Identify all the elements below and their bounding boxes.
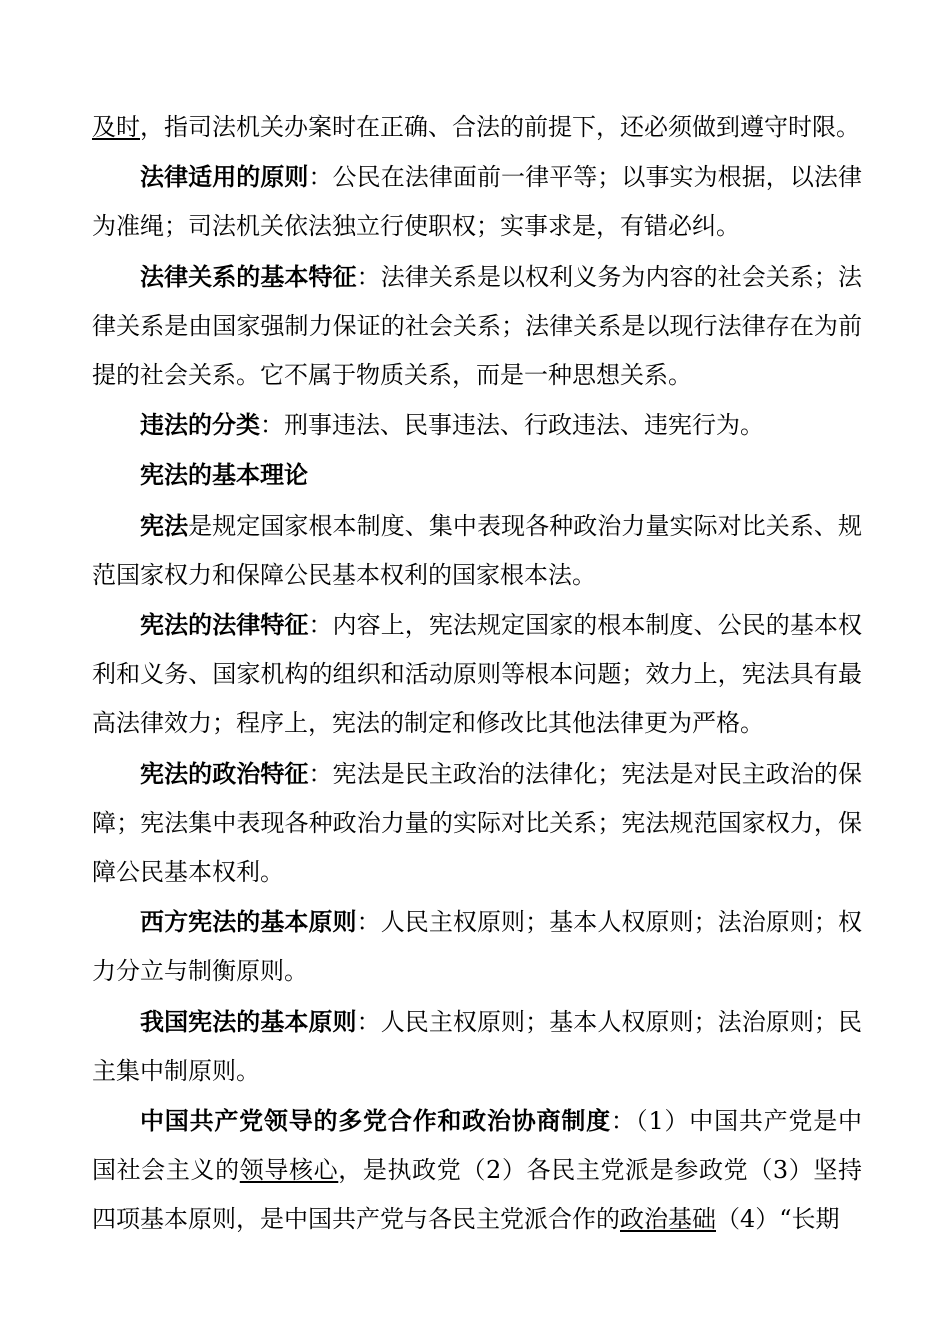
paragraph-text: ：人民主权原则；基本人权原则；法治原则；权力分立与制衡原则。 [92,908,863,986]
paragraph-multiparty-cooperation [92,1096,862,1245]
paragraph-legal-relation-features [92,252,862,401]
paragraph-heading: 法律关系的基本特征 [140,261,357,291]
paragraph-text: ，是执政党（2）各民主党派是参政党（3）坚持四项基本原则，是中国共产党与各民主党派合作的 [92,1156,862,1234]
paragraph-text: ，指司法机关办案时在正确、合法的前提下，还必须做到遵守时限。 [140,113,860,141]
underlined-term: 领导核心 [239,1156,339,1185]
paragraph-constitution-legal-features [92,600,862,749]
paragraph-text: ：（1）中国共产党是中国社会主义的 [92,1107,862,1185]
paragraph-text: （4）“长期 [716,1205,840,1234]
paragraph-text: ：宪法是民主政治的法律化；宪法是对民主政治的保障；宪法集中表现各种政治力量的实际对比关系；宪法规范国家权力，保障公民基本权利。 [92,759,862,887]
paragraph-text: ：刑事违法、民事违法、行政违法、违宪行为。 [260,411,764,440]
paragraph-heading: 宪法的政治特征 [140,758,309,788]
paragraph-text: ：法律关系是以权利义务为内容的社会关系；法律关系是由国家强制力保证的社会关系；法律关系是以现行法律存在为前提的社会关系。它不属于物质关系，而是一种思想关系。 [92,262,863,390]
paragraph-constitution-definition [92,501,862,600]
section-heading: 宪法的基本理论 [140,460,308,490]
paragraph-heading: 中国共产党领导的多党合作和政治协商制度 [140,1106,611,1136]
paragraph-heading: 西方宪法的基本原则 [140,907,357,937]
paragraph-text: ：公民在法律面前一律平等；以事实为根据，以法律为准绳；司法机关依法独立行使职权；实事求是，有错必纠。 [92,163,862,241]
paragraph-timeliness [92,103,862,152]
paragraph-western-constitution-principles [92,897,862,996]
paragraph-heading: 我国宪法的基本原则 [140,1006,357,1036]
underlined-term: 政治基础 [620,1205,716,1234]
paragraph-heading: 宪法的法律特征 [140,610,309,640]
document-page [92,103,862,1245]
paragraph-violation-types [92,400,862,450]
section-heading-constitution-theory [92,450,862,500]
paragraph-law-application-principles [92,152,862,251]
paragraph-constitution-political-features [92,749,862,898]
paragraph-text: 是规定国家根本制度、集中表现各种政治力量实际对比关系、规范国家权力和保障公民基本权利的国家根本法。 [92,511,863,589]
paragraph-text: ：内容上，宪法规定国家的根本制度、公民的基本权利和义务、国家机构的组织和活动原则等根本问题；效力上，宪法具有最高法律效力；程序上，宪法的制定和修改比其他法律更为严格。 [92,611,862,738]
paragraph-heading: 违法的分类 [140,410,260,440]
paragraph-heading: 宪法 [140,510,189,540]
paragraph-heading: 法律适用的原则 [140,162,309,192]
underlined-term: 及时 [92,113,140,141]
paragraph-text: ：人民主权原则；基本人权原则；法治原则；民主集中制原则。 [92,1007,863,1085]
paragraph-china-constitution-principles [92,997,862,1096]
